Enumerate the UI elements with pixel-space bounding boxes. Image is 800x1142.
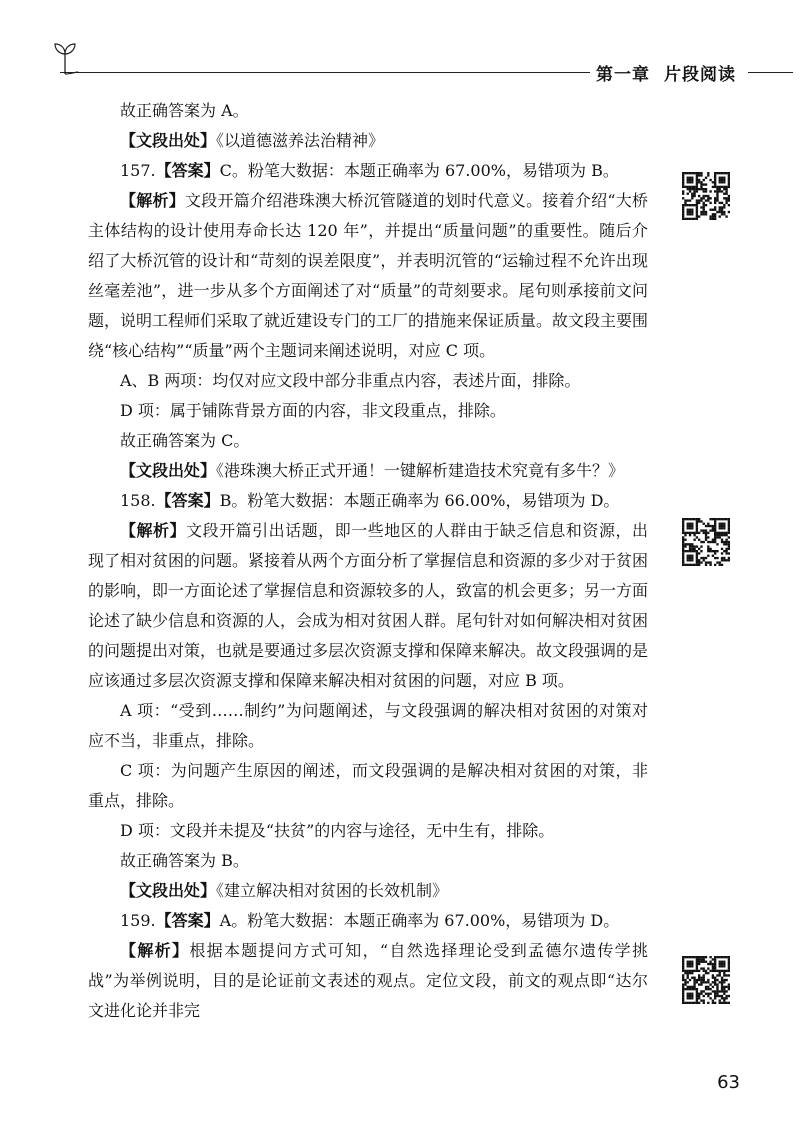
header-rule-left — [60, 72, 590, 73]
answer-line: 157.【答案】C。粉笔大数据：本题正确率为 67.00%，易错项为 B。 — [120, 161, 619, 180]
chapter-label: 第一章 — [596, 65, 650, 85]
page-body — [88, 96, 648, 1026]
paragraph: 故正确答案为 B。 — [120, 851, 249, 870]
qr-code-icon[interactable] — [682, 518, 730, 566]
header-rule-right — [748, 72, 793, 73]
paragraph: 故正确答案为 A。 — [120, 101, 249, 120]
page-header — [0, 0, 800, 90]
chapter-heading — [596, 60, 736, 85]
paragraph: C 项：为问题产生原因的阐述，而文段强调的是解决相对贫困的对策，非重点，排除。 — [88, 761, 648, 810]
answer-line: 158.【答案】B。粉笔大数据：本题正确率为 66.00%，易错项为 D。 — [120, 491, 620, 510]
chapter-title: 片段阅读 — [664, 65, 736, 85]
qr-code-icon[interactable] — [682, 172, 730, 220]
answer-line: 159.【答案】A。粉笔大数据：本题正确率为 67.00%，易错项为 D。 — [120, 911, 620, 930]
paragraph: A、B 两项：均仅对应文段中部分非重点内容，表述片面，排除。 — [120, 371, 581, 390]
analysis-paragraph: 【解析】文段开篇介绍港珠澳大桥沉管隧道的划时代意义。接着介绍“大桥主体结构的设计使用寿命长达 120 年”，并提出“质量问题”的重要性。随后介绍了大桥沉管的设计和“苛刻的误差限度”，并表明沉管的“运输过程不允许出现丝毫差池”，进一步从多个方面阐述了对“质量”的苛刻要求。尾句则承接前文问题，说明工程师们采取了就近建设专门的工厂的措施来保证质量。故文段主要围绕“核心结构”“质量”两个主题词来阐述说明，对应 C 项。 — [88, 191, 649, 360]
qr-code-icon[interactable] — [682, 956, 730, 1004]
source-line: 【文段出处】《建立解决相对贫困的长效机制》 — [120, 881, 449, 900]
source-line: 【文段出处】《港珠澳大桥正式开通！一键解析建造技术究竟有多牛？》 — [120, 461, 625, 480]
sprout-icon — [52, 36, 78, 76]
source-line: 【文段出处】《以道德滋养法治精神》 — [120, 131, 385, 150]
paragraph: D 项：文段并未提及“扶贫”的内容与途径，无中生有，排除。 — [120, 821, 555, 840]
analysis-paragraph: 【解析】文段开篇引出话题，即一些地区的人群由于缺乏信息和资源，出现了相对贫困的问题。紧接着从两个方面分析了掌握信息和资源的多少对于贫困的影响，即一方面论述了掌握信息和资源较多的人，致富的机会更多；另一方面论述了缺少信息和资源的人，会成为相对贫困人群。尾句针对如何解决相对贫困的问题提出对策，也就是要通过多层次资源支撑和保障来解决。故文段强调的是应该通过多层次资源支撑和保障来解决相对贫困的问题，对应 B 项。 — [88, 521, 649, 690]
paragraph: 故正确答案为 C。 — [120, 431, 250, 450]
paragraph: D 项：属于铺陈背景方面的内容，非文段重点，排除。 — [120, 401, 506, 420]
analysis-paragraph: 【解析】根据本题提问方式可知，“自然选择理论受到孟德尔遗传学挑战”为举例说明，目的是论证前文表述的观点。定位文段，前文的观点即“达尔文进化论并非完 — [88, 941, 648, 1020]
page-number: 63 — [717, 1072, 740, 1093]
paragraph: A 项：“受到……制约”为问题阐述，与文段强调的解决相对贫困的对策对应不当，非重点，排除。 — [88, 701, 648, 750]
